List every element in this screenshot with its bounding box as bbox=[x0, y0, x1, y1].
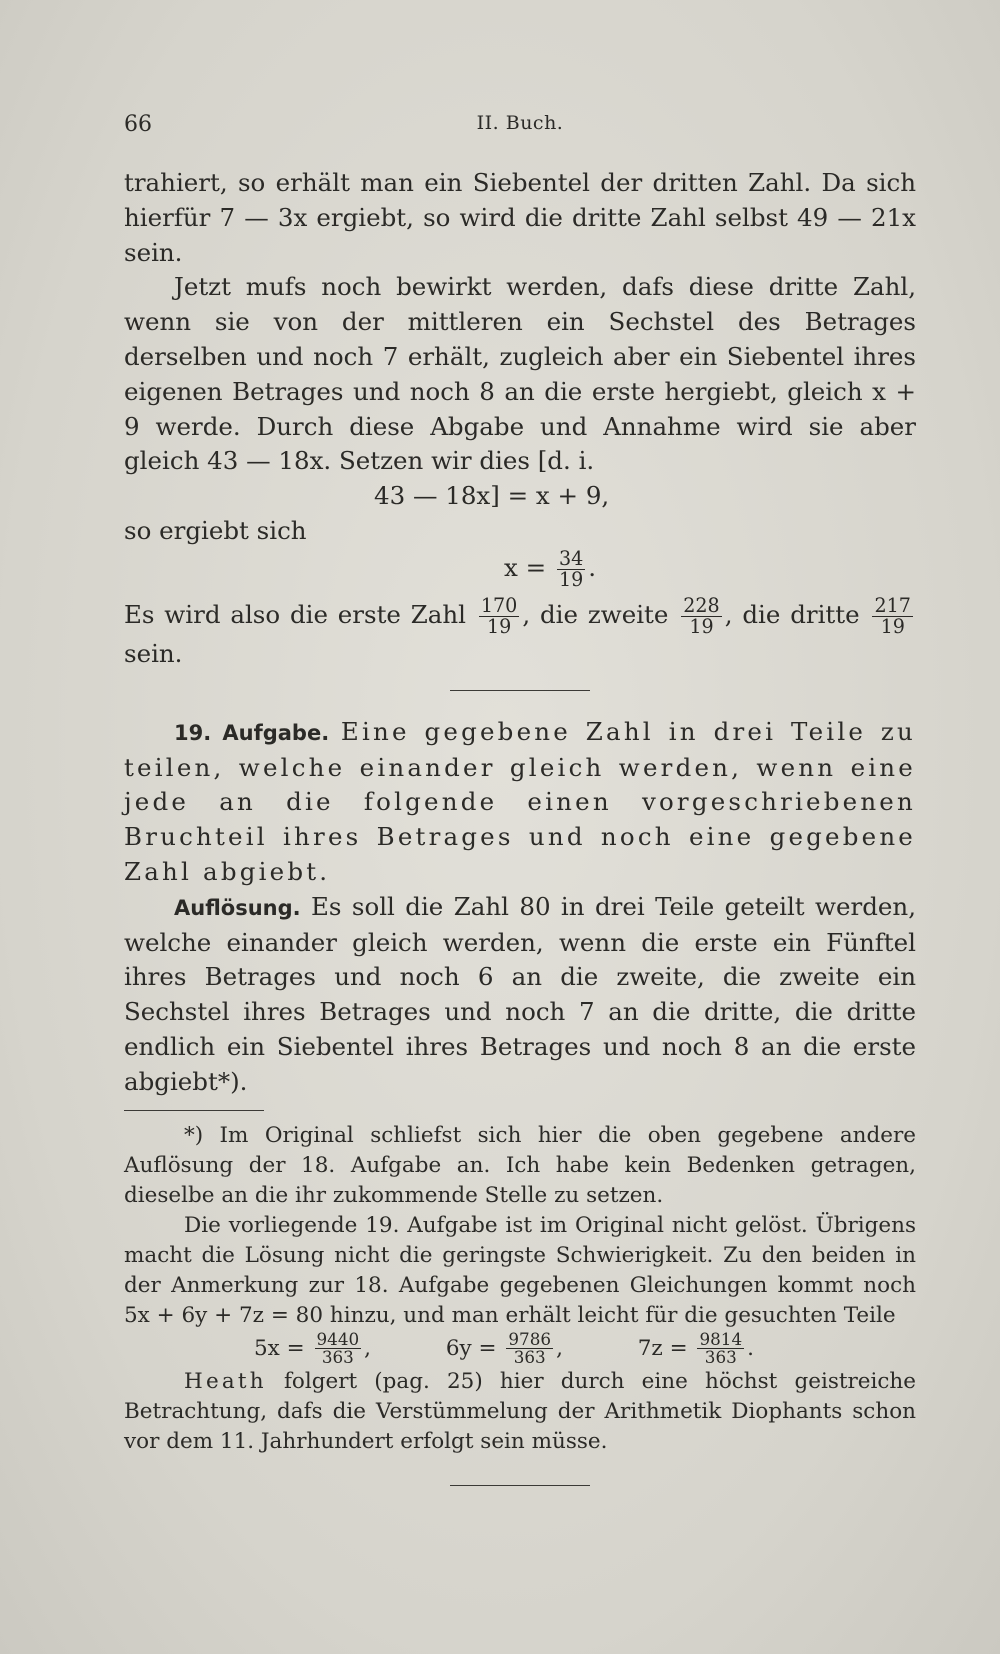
equation-lhs: 6y = bbox=[445, 1335, 497, 1361]
fraction-numerator: 34 bbox=[558, 546, 584, 570]
equation-7z bbox=[637, 1328, 754, 1368]
equation-6y bbox=[445, 1328, 563, 1368]
section-divider bbox=[450, 690, 590, 691]
running-title: II. Buch. bbox=[476, 112, 564, 134]
fraction-third bbox=[872, 593, 912, 638]
equation-setup: 43 — 18x] = x + 9, bbox=[374, 481, 610, 511]
task-19 bbox=[124, 715, 916, 890]
paragraph-continuation: trahiert, so erhält man ein Siebentel der dritten Zahl. Da sich hierfür 7 — 3x ergiebt, so wird die dritte Zahl selbst 49 — 21x sein. bbox=[124, 168, 916, 267]
equation-5x bbox=[254, 1328, 372, 1368]
equation-lhs: 5x = bbox=[254, 1335, 305, 1361]
main-text bbox=[124, 166, 916, 1486]
solution-label: Auflösung. bbox=[174, 895, 301, 920]
footnote-rule bbox=[124, 1110, 264, 1111]
task-statement: Eine gegebene Zahl in drei Teile zu teilen, welche einander gleich werden, wenn eine jede an die folgende einen vorgeschriebenen Bruchteil ihres Betrages und noch eine gegebene Zahl abgiebt. bbox=[124, 716, 917, 886]
fraction-denominator: 363 bbox=[697, 1348, 744, 1367]
fraction bbox=[697, 1328, 744, 1368]
solution-paragraph bbox=[124, 890, 916, 1100]
equation-solution bbox=[124, 546, 916, 591]
equation-lhs: x = bbox=[504, 552, 547, 582]
fraction bbox=[557, 546, 585, 591]
footnote-paragraph-1: *) Im Original schliefst sich hier die oben gegebene andere Auflösung der 18. Aufgabe an. Ich habe kein Bedenken getragen, dieselbe an die ihr zukommende Stelle zu setzen. bbox=[124, 1122, 916, 1208]
fraction-denominator: 19 bbox=[558, 567, 584, 591]
paragraph-condition: Jetzt mufs noch bewirkt werden, dafs diese dritte Zahl, wenn sie von der mittleren ein Sechstel des Betrages derselben und noch 7 erhält, zugleich aber ein Siebentel ihres eigenen Betrages und noch 8 an die erste hergiebt, gleich x + 9 werde. Durch diese Abgabe und Annahme wird sie aber gleich 43 — 18x. Setzen wir dies [d. i. bbox=[124, 272, 916, 476]
equation-lhs: 7z = bbox=[637, 1335, 688, 1361]
page-number: 66 bbox=[124, 112, 152, 137]
fraction-denominator: 363 bbox=[315, 1348, 362, 1367]
fraction-second bbox=[681, 593, 721, 638]
page-header bbox=[124, 112, 916, 142]
task-label: 19. Aufgabe. bbox=[174, 720, 330, 745]
equation-end: , bbox=[556, 1335, 563, 1361]
fraction-numerator: 9440 bbox=[316, 1328, 360, 1349]
footnote-paragraph-2: Die vorliegende 19. Aufgabe ist im Original nicht gelöst. Übrigens macht die Lösung nicht die geringste Schwierigkeit. Zu den beiden in der Anmerkung zur 18. Aufgabe gegebenen Gleichungen kommt noch 5x + 6y + 7z = 80 hinzu, und man erhält leicht für die gesuchten Teile bbox=[124, 1212, 916, 1328]
footnote-paragraph-3-text: folgert (pag. 25) hier durch eine höchst geistreiche Betrachtung, dafs die Verstümmelung der Arithmetik Diophants schon vor dem 11. Jahrhundert erfolgt sein müsse. bbox=[124, 1368, 916, 1454]
footnote bbox=[124, 1121, 916, 1457]
fraction-denominator: 19 bbox=[872, 616, 912, 637]
equation-end: . bbox=[747, 1335, 754, 1361]
fraction-numerator: 228 bbox=[683, 593, 720, 617]
conclusion-text-d: sein. bbox=[124, 639, 183, 669]
end-divider bbox=[450, 1485, 590, 1486]
fraction bbox=[315, 1328, 362, 1368]
equation-end: , bbox=[364, 1335, 372, 1361]
paragraph-result-intro: so ergiebt sich bbox=[124, 515, 307, 545]
conclusion-text-b: , die zweite bbox=[522, 599, 669, 629]
fraction-numerator: 9814 bbox=[699, 1328, 743, 1349]
solution-text: Es soll die Zahl 80 in drei Teile geteilt werden, welche einander gleich werden, wenn die erste ein Fünftel ihres Betrages und noch 6 an die zweite, die zweite ein Sechstel ihres Betrages und noch 7 an die dritte, die dritte endlich ein Siebentel ihres Betrages und noch 8 an die erste abgiebt*). bbox=[124, 891, 916, 1096]
fraction-first bbox=[479, 593, 519, 638]
paragraph-conclusion bbox=[124, 593, 916, 672]
fraction-numerator: 170 bbox=[480, 593, 518, 617]
equation-end: . bbox=[588, 552, 597, 582]
footnote-equations bbox=[124, 1328, 916, 1368]
conclusion-text-a: Es wird also die erste Zahl bbox=[124, 599, 467, 629]
fraction bbox=[506, 1328, 553, 1368]
author-name: Heath bbox=[184, 1368, 267, 1394]
fraction-numerator: 217 bbox=[874, 593, 911, 617]
conclusion-text-c: , die dritte bbox=[724, 599, 860, 629]
footnote-paragraph-3 bbox=[124, 1367, 916, 1457]
fraction-numerator: 9786 bbox=[508, 1328, 552, 1349]
fraction-denominator: 363 bbox=[506, 1348, 553, 1367]
fraction-denominator: 19 bbox=[479, 616, 519, 637]
fraction-denominator: 19 bbox=[681, 616, 721, 637]
